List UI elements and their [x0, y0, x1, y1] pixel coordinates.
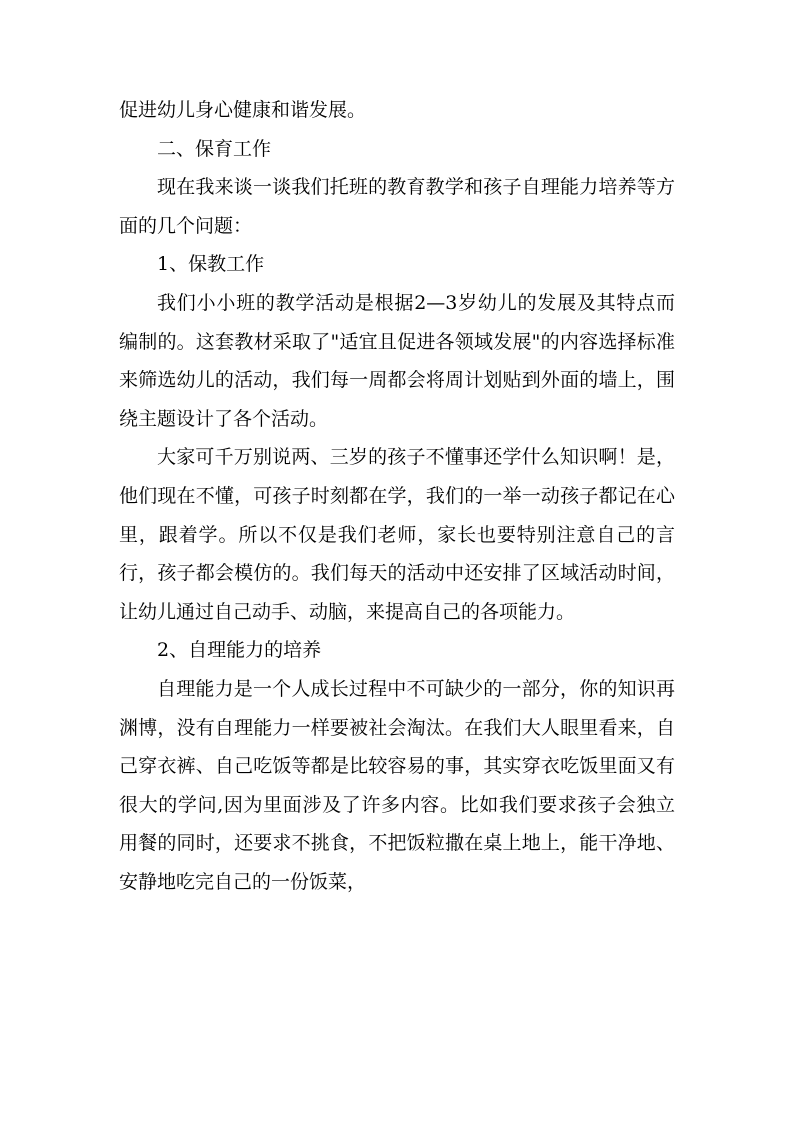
paragraph-intro: 现在我来谈一谈我们托班的教育教学和孩子自理能力培养等方面的几个问题： — [119, 176, 675, 237]
document-body — [119, 91, 675, 901]
subsection-heading-teaching-work: 1、保教工作 — [157, 253, 265, 276]
paragraph-teaching-activities: 我们小小班的教学活动是根据2—3岁幼儿的发展及其特点而编制的。这套教材采取了"适宜且促进各领域发展"的内容选择标准来筛选幼儿的活动，我们每一周都会将周计划贴到外面的墙上，围绕主题设计了各个活动。 — [119, 291, 675, 430]
subsection-heading-self-care: 2、自理能力的培养 — [157, 639, 322, 662]
section-heading-care-work: 二、保育工作 — [157, 137, 272, 160]
paragraph-children-learning: 大家可千万别说两、三岁的孩子不懂事还学什么知识啊！是，他们现在不懂，可孩子时刻都在学，我们的一举一动孩子都记在心里，跟着学。所以不仅是我们老师，家长也要特别注意自己的言行，孩子都会模仿的。我们每天的活动中还安排了区域活动时间，让幼儿通过自己动手、动脑，来提高自己的各项能力。 — [119, 446, 675, 623]
paragraph-self-care: 自理能力是一个人成长过程中不可缺少的一部分，你的知识再渊博，没有自理能力一样要被社会淘汰。在我们大人眼里看来，自己穿衣裤、自己吃饭等都是比较容易的事，其实穿衣吃饭里面又有很大的学问,因为里面涉及了许多内容。比如我们要求孩子会独立用餐的同时，还要求不挑食，不把饭粒撒在桌上地上，能干净地、安静地吃完自己的一份饭菜， — [119, 677, 675, 893]
paragraph-continuation: 促进幼儿身心健康和谐发展。 — [119, 99, 367, 121]
